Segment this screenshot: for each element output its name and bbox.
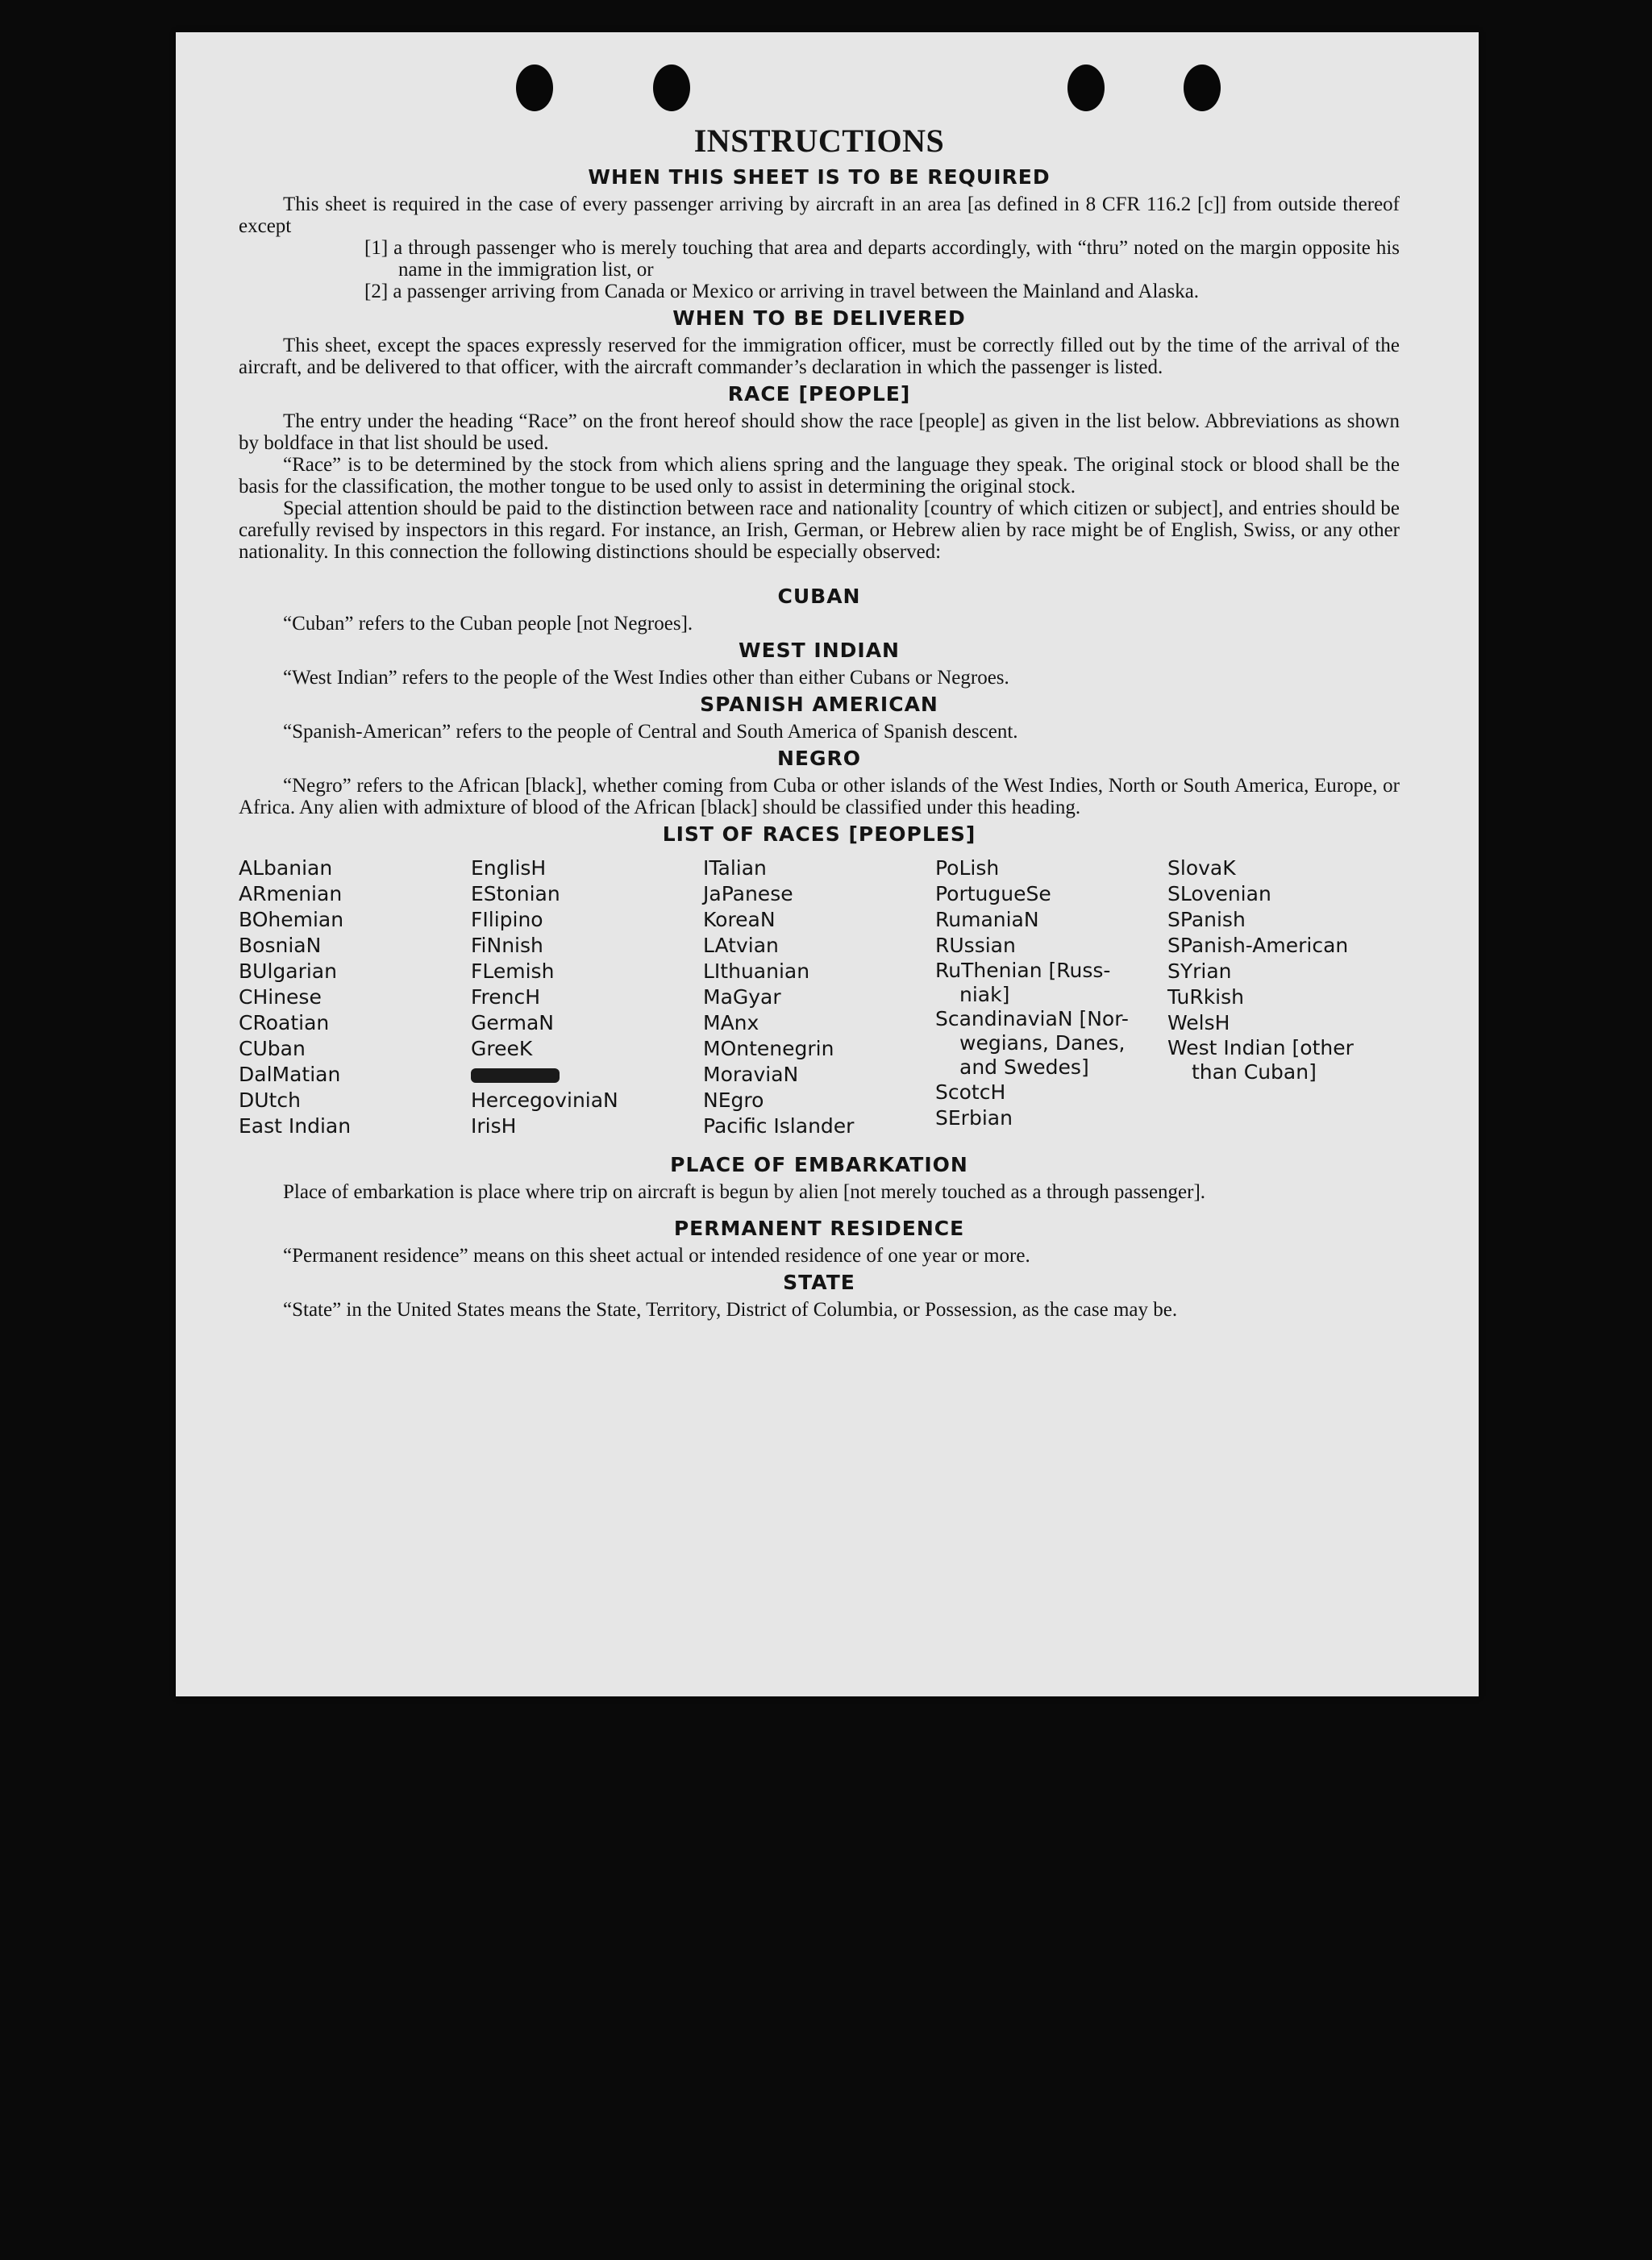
race-item-line: than Cuban]: [1192, 1060, 1317, 1084]
redacted-entry: [471, 1062, 703, 1088]
heading-permanent-residence: PERMANENT RESIDENCE: [673, 1217, 965, 1240]
cuban-text: “Cuban” refers to the Cuban people [not Negroes].: [283, 613, 693, 635]
punch-hole: [653, 65, 690, 111]
document-sheet: [176, 32, 1479, 1696]
race-item: GermaN: [471, 1011, 554, 1034]
race-item: FLemish: [471, 959, 555, 983]
page-title: INSTRUCTIONS: [693, 123, 945, 159]
race-item: HercegoviniaN: [471, 1088, 618, 1112]
race-item: FiNnish: [471, 934, 543, 957]
race-item: TuRkish: [1167, 985, 1244, 1009]
race-item: East Indian: [239, 1114, 352, 1138]
race-item: PoLish: [935, 856, 1000, 880]
heading-west-indian: WEST INDIAN: [739, 639, 900, 662]
heading-negro: NEGRO: [776, 747, 862, 770]
west-indian-text: “West Indian” refers to the people of the West Indies other than either Cubans or Negroes.: [283, 667, 1009, 689]
embarkation-text: Place of embarkation is place where trip on aircraft is begun by alien [not merely touched as a through passenger].: [283, 1181, 1206, 1203]
punch-hole: [1067, 65, 1105, 111]
race-paragraph-1: The entry under the heading “Race” on the front hereof should show the race [people] as given in the list below. Abbreviations as shown by boldface in that list should be used.: [239, 410, 1400, 454]
race-item-line: ScandinaviaN [Nor-: [935, 1007, 1129, 1030]
race-item: ScotcH: [935, 1080, 1006, 1104]
race-item: IrisH: [471, 1114, 517, 1138]
races-column-3: [703, 855, 935, 1139]
race-item: ITalian: [703, 856, 767, 880]
race-item: WelsH: [1167, 1011, 1230, 1034]
residence-text: “Permanent residence” means on this sheet actual or intended residence of one year or more.: [283, 1245, 1030, 1267]
race-item: MaGyar: [703, 985, 781, 1009]
race-item: ARmenian: [239, 882, 343, 905]
race-item: CRoatian: [239, 1011, 330, 1034]
race-item: BOhemian: [239, 908, 344, 931]
races-column-4: [935, 855, 1167, 1139]
punch-hole: [1184, 65, 1221, 111]
race-item: CHinese: [239, 985, 322, 1009]
heading-spanish-american: SPANISH AMERICAN: [700, 693, 938, 716]
races-column-2: [471, 855, 703, 1139]
race-item: MoraviaN: [703, 1063, 799, 1086]
race-item: LIthuanian: [703, 959, 810, 983]
document-content: [239, 121, 1400, 1321]
race-item: PortugueSe: [935, 882, 1051, 905]
race-item-line: wegians, Danes,: [959, 1031, 1126, 1055]
punch-hole: [516, 65, 553, 111]
race-item: RUssian: [935, 934, 1016, 957]
race-item-line: niak]: [959, 983, 1010, 1006]
race-item: MAnx: [703, 1011, 759, 1034]
race-item-ruthenian: [935, 959, 1167, 1007]
race-item: Pacific Islander: [703, 1114, 855, 1138]
race-item: FrencH: [471, 985, 541, 1009]
required-intro: This sheet is required in the case of every passenger arriving by aircraft in an area [as defined in 8 CFR 116.2 [c]] from outside thereof except: [239, 194, 1400, 237]
race-item: KoreaN: [703, 908, 776, 931]
race-item: BosniaN: [239, 934, 322, 957]
race-item-west-indian: [1167, 1036, 1400, 1084]
race-item: FIlipino: [471, 908, 543, 931]
race-item: SErbian: [935, 1106, 1013, 1130]
race-paragraph-2: “Race” is to be determined by the stock from which aliens spring and the language they speak. The original stock or blood shall be the basis for the classification, the mother tongue to be used only to assist in determining the original stock.: [239, 454, 1400, 497]
heading-delivered: WHEN TO BE DELIVERED: [672, 306, 966, 330]
race-item: BUlgarian: [239, 959, 337, 983]
race-item: MOntenegrin: [703, 1037, 834, 1060]
race-item: GreeK: [471, 1037, 533, 1060]
race-paragraph-3: Special attention should be paid to the distinction between race and nationality [country of which citizen or subject], and entries should be carefully revised by inspectors in this regard. For instance, an Irish, German, or Hebrew alien by race might be of English, Swiss, or any other nationality. In this connection the following distinctions should be especially observed:: [239, 497, 1400, 563]
delivered-text: This sheet, except the spaces expressly reserved for the immigration officer, must be correctly filled out by the time of the arrival of the aircraft, and be delivered to that officer, with the aircraft commander’s declaration in which the passenger is listed.: [239, 335, 1400, 378]
races-list: [239, 855, 1400, 1139]
race-item-line: RuThenian [Russ-: [935, 959, 1111, 982]
race-item: EStonian: [471, 882, 560, 905]
heading-embarkation: PLACE OF EMBARKATION: [670, 1153, 968, 1176]
required-item-2: [2] a passenger arriving from Canada or Mexico or arriving in travel between the Mainland and Alaska.: [364, 281, 1200, 302]
race-item: DUtch: [239, 1088, 301, 1112]
race-item: EnglisH: [471, 856, 547, 880]
race-item: SLovenian: [1167, 882, 1271, 905]
race-item: RumaniaN: [935, 908, 1039, 931]
race-item: SlovaK: [1167, 856, 1236, 880]
race-item: CUban: [239, 1037, 306, 1060]
race-item: DalMatian: [239, 1063, 341, 1086]
races-column-1: [239, 855, 471, 1139]
state-text: “State” in the United States means the State, Territory, District of Columbia, or Possession, as the case may be.: [283, 1299, 1178, 1321]
negro-text: “Negro” refers to the African [black], whether coming from Cuba or other islands of the West Indies, North or South America, Europe, or Africa. Any alien with admixture of blood of the African [black] should be classified under this heading.: [239, 775, 1400, 818]
race-item: SYrian: [1167, 959, 1232, 983]
heading-state: STATE: [783, 1271, 855, 1294]
heading-list-of-races: LIST OF RACES [PEOPLES]: [662, 822, 976, 846]
race-item-line: West Indian [other: [1167, 1036, 1354, 1059]
race-item: SPanish-American: [1167, 934, 1349, 957]
race-item: NEgro: [703, 1088, 764, 1112]
spanish-american-text: “Spanish-American” refers to the people of Central and South America of Spanish descent.: [283, 721, 1018, 743]
race-item-scandinavian: [935, 1007, 1167, 1080]
required-item-1: [1] a through passenger who is merely touching that area and departs accordingly, with “thru” noted on the margin opposite his name in the immigration list, or: [364, 237, 1400, 281]
race-item: JaPanese: [703, 882, 793, 905]
race-item: LAtvian: [703, 934, 779, 957]
heading-required: WHEN THIS SHEET IS TO BE REQUIRED: [588, 165, 1051, 189]
races-column-5: [1167, 855, 1400, 1139]
race-item: ALbanian: [239, 856, 333, 880]
heading-race: RACE [PEOPLE]: [727, 382, 911, 406]
race-item-line: and Swedes]: [959, 1055, 1089, 1079]
heading-cuban: CUBAN: [777, 585, 861, 608]
race-item: SPanish: [1167, 908, 1246, 931]
